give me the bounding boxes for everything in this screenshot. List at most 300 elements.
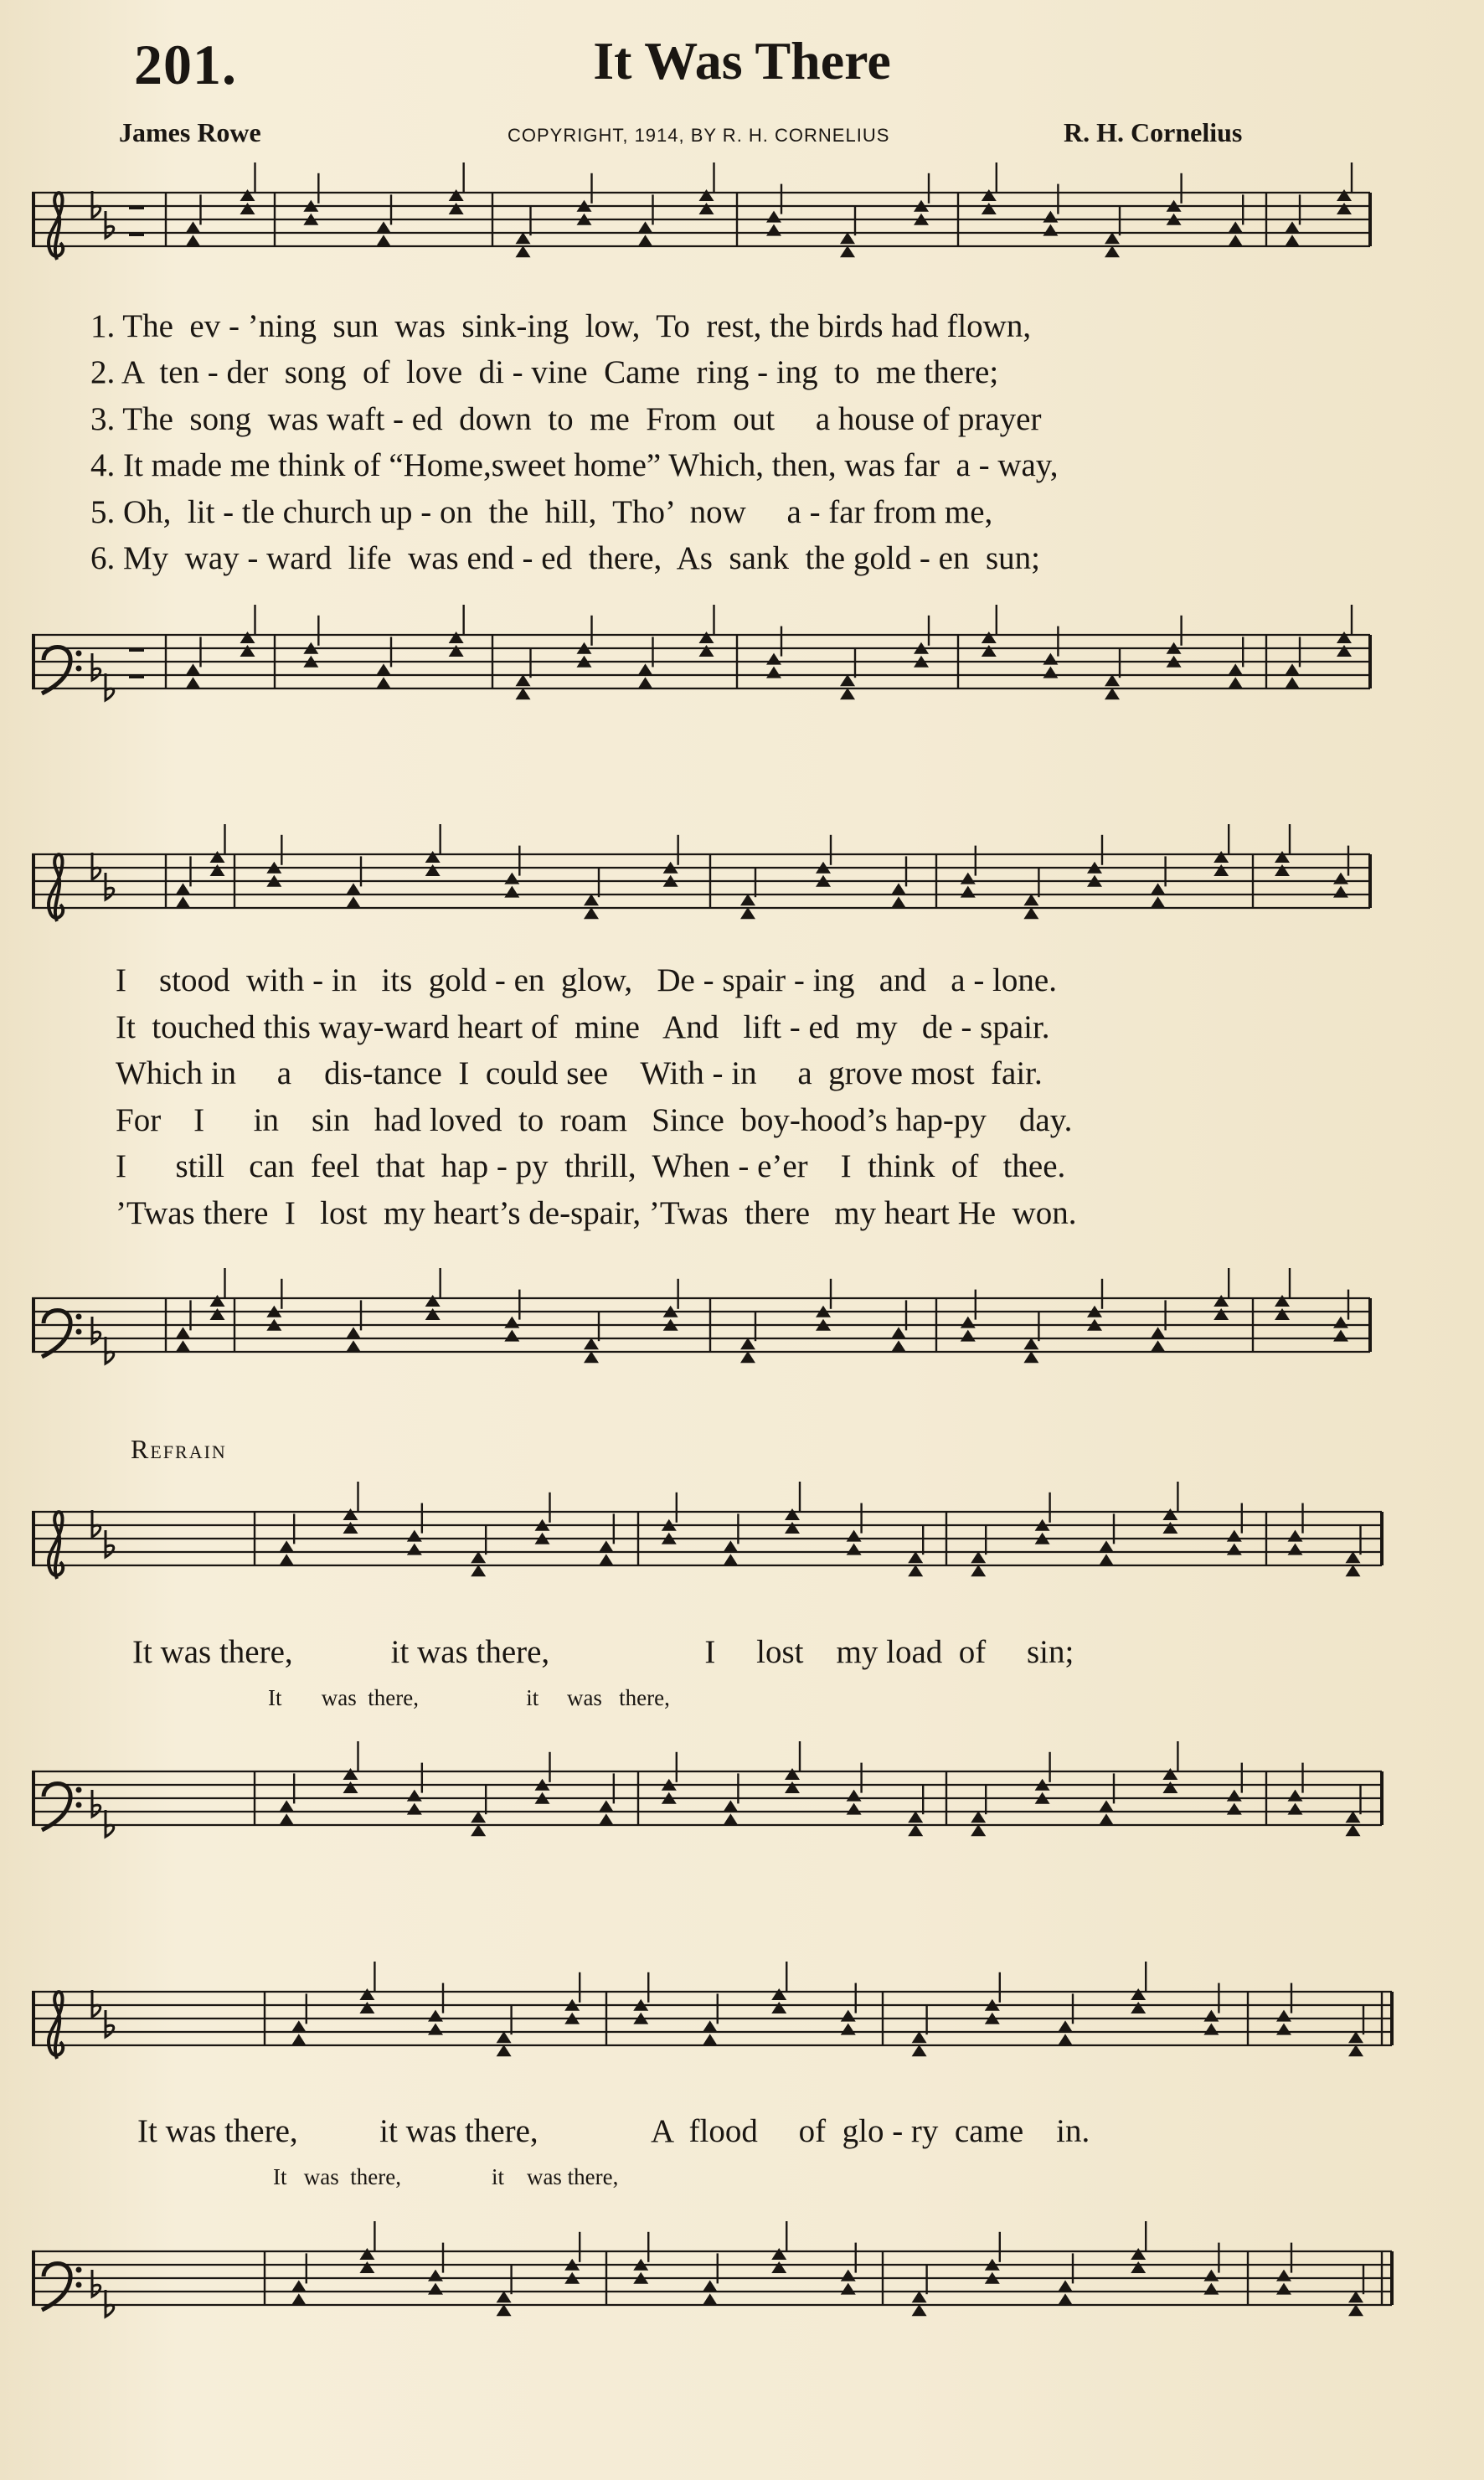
shape-notehead-icon — [1023, 1351, 1038, 1363]
shape-notehead-icon — [1288, 1790, 1303, 1802]
shape-notehead-icon — [497, 2304, 512, 2316]
shape-notehead-icon — [912, 2031, 927, 2043]
shape-notehead-icon — [847, 1803, 862, 1815]
flat-sign-icon — [92, 191, 100, 218]
note — [186, 194, 201, 246]
note — [971, 1784, 986, 1836]
shape-notehead-icon — [516, 245, 531, 257]
shape-notehead-icon — [1275, 864, 1290, 876]
shape-notehead-icon — [841, 2024, 856, 2035]
shape-notehead-icon — [1348, 2304, 1363, 2316]
verses-block — [90, 303, 1363, 581]
shape-notehead-icon — [840, 232, 855, 244]
note — [1105, 205, 1120, 257]
shape-notehead-icon — [471, 1551, 486, 1563]
shape-notehead-icon — [599, 1800, 614, 1812]
note — [564, 2232, 580, 2284]
shape-notehead-icon — [847, 1544, 862, 1555]
note — [376, 194, 391, 246]
shape-notehead-icon — [1276, 2024, 1291, 2035]
shape-notehead-icon — [291, 2020, 307, 2032]
flat-sign-icon — [106, 873, 114, 900]
shape-notehead-icon — [1105, 674, 1120, 686]
shape-notehead-icon — [847, 1790, 862, 1802]
shape-notehead-icon — [1227, 1544, 1242, 1555]
note — [723, 1773, 738, 1825]
shape-notehead-icon — [279, 1813, 294, 1825]
shape-notehead-icon — [599, 1813, 614, 1825]
shape-notehead-icon — [1203, 2283, 1219, 2295]
shape-notehead-icon — [841, 2283, 856, 2295]
shape-notehead-icon — [407, 1530, 422, 1542]
refrain-line-2: It was there, it was there, A flood of glo - ry came in. — [137, 2113, 1090, 2149]
shape-notehead-icon — [1276, 2283, 1291, 2295]
shape-notehead-icon — [1162, 1508, 1177, 1520]
note — [1099, 1773, 1114, 1825]
shape-notehead-icon — [1285, 235, 1300, 246]
shape-notehead-icon — [346, 1340, 361, 1352]
shape-notehead-icon — [279, 1800, 294, 1812]
shape-notehead-icon — [291, 2280, 307, 2292]
note — [346, 856, 361, 908]
shape-notehead-icon — [1227, 1790, 1242, 1802]
shape-notehead-icon — [740, 907, 755, 919]
shape-notehead-icon — [1058, 2034, 1073, 2045]
staff-system2-treble — [32, 821, 1456, 946]
note — [985, 1972, 1000, 2024]
shape-notehead-icon — [1203, 2010, 1219, 2022]
shape-notehead-icon — [1337, 645, 1352, 657]
shape-notehead-icon — [516, 688, 531, 699]
shape-notehead-icon — [407, 1790, 422, 1802]
note — [912, 2004, 927, 2056]
shape-notehead-icon — [343, 1781, 358, 1793]
bass-clef-dot — [76, 1329, 82, 1335]
shape-notehead-icon — [359, 2248, 374, 2260]
shape-notehead-icon — [1288, 1530, 1303, 1542]
shape-notehead-icon — [291, 2293, 307, 2305]
shape-notehead-icon — [343, 1508, 358, 1520]
bass-clef-icon — [42, 1784, 70, 1831]
shape-notehead-icon — [516, 232, 531, 244]
shape-notehead-icon — [766, 211, 781, 223]
treble-clef-icon — [49, 1512, 63, 1579]
shape-notehead-icon — [723, 1554, 738, 1565]
shape-notehead-icon — [346, 1327, 361, 1338]
shape-notehead-icon — [1213, 851, 1229, 863]
note — [176, 856, 191, 908]
shape-notehead-icon — [638, 677, 653, 688]
shape-notehead-icon — [703, 2280, 718, 2292]
bass-clef-dot — [76, 1787, 82, 1793]
refrain-echo-1: It was there, it was there, — [268, 1685, 670, 1710]
note — [303, 616, 318, 668]
verse-1: 1. The ev - ’ning sun was sink-ing low, To rest, the birds had flown, — [90, 308, 1032, 344]
shape-notehead-icon — [449, 632, 464, 643]
shape-notehead-icon — [840, 688, 855, 699]
note — [266, 1279, 281, 1331]
shape-notehead-icon — [1099, 1813, 1114, 1825]
shape-notehead-icon — [1275, 851, 1290, 863]
shape-notehead-icon — [504, 1330, 519, 1342]
flat-sign-icon — [106, 1337, 114, 1364]
note — [840, 647, 855, 699]
shape-notehead-icon — [584, 894, 599, 905]
shape-notehead-icon — [359, 2002, 374, 2013]
shape-notehead-icon — [971, 1551, 986, 1563]
note — [599, 1513, 614, 1565]
shape-notehead-icon — [699, 203, 714, 214]
shape-notehead-icon — [1348, 2044, 1363, 2056]
note — [471, 1524, 486, 1576]
shape-notehead-icon — [912, 2304, 927, 2316]
shape-notehead-icon — [766, 653, 781, 665]
staff-system1-bass — [32, 601, 1456, 727]
note — [1035, 1752, 1050, 1804]
shape-notehead-icon — [584, 1338, 599, 1349]
shape-notehead-icon — [1151, 1340, 1166, 1352]
note — [1333, 846, 1348, 898]
lyric-line: It touched this way-ward heart of mine And lift - ed my de - spair. — [116, 1008, 1050, 1045]
shape-notehead-icon — [1099, 1800, 1114, 1812]
shape-notehead-icon — [1333, 1317, 1348, 1328]
shape-notehead-icon — [740, 1351, 755, 1363]
verse-4: 4. It made me think of “Home,sweet home” Which, then, was far a - way, — [90, 447, 1059, 484]
lyric-line: I stood with - in its gold - en glow, De - spair - ing and a - lone. — [116, 962, 1057, 998]
flat-sign-icon — [92, 1510, 100, 1537]
shape-notehead-icon — [1333, 886, 1348, 898]
shape-notehead-icon — [771, 2261, 786, 2273]
shape-notehead-icon — [982, 645, 997, 657]
shape-notehead-icon — [1151, 883, 1166, 895]
note — [564, 1972, 580, 2024]
note — [914, 616, 929, 668]
flat-sign-icon — [106, 2010, 114, 2037]
shape-notehead-icon — [240, 645, 255, 657]
note — [577, 173, 592, 225]
note — [638, 637, 653, 688]
lyric-line: ’Twas there I lost my heart’s de-spair, ’Twas there my heart He won. — [116, 1194, 1077, 1231]
shape-notehead-icon — [961, 1330, 976, 1342]
note — [703, 1993, 718, 2045]
shape-notehead-icon — [279, 1540, 294, 1552]
shape-notehead-icon — [1276, 2270, 1291, 2281]
shape-notehead-icon — [785, 1522, 800, 1534]
shape-notehead-icon — [176, 896, 191, 908]
shape-notehead-icon — [1099, 1554, 1114, 1565]
shape-notehead-icon — [516, 674, 531, 686]
shape-notehead-icon — [908, 1565, 923, 1576]
shape-notehead-icon — [176, 1327, 191, 1338]
bass-clef-dot — [76, 1314, 82, 1320]
shape-notehead-icon — [1058, 2280, 1073, 2292]
shape-notehead-icon — [471, 1824, 486, 1836]
shape-notehead-icon — [841, 2010, 856, 2022]
note — [497, 2004, 512, 2056]
shape-notehead-icon — [428, 2270, 443, 2281]
flat-sign-icon — [106, 2290, 114, 2317]
staff-refrain1-bass — [32, 1738, 1456, 1864]
shape-notehead-icon — [1337, 632, 1352, 643]
shape-notehead-icon — [840, 674, 855, 686]
shape-notehead-icon — [376, 221, 391, 233]
shape-notehead-icon — [428, 2283, 443, 2295]
note — [971, 1524, 986, 1576]
shape-notehead-icon — [891, 883, 906, 895]
note — [1167, 173, 1182, 225]
shape-notehead-icon — [497, 2031, 512, 2043]
shape-notehead-icon — [1346, 1811, 1361, 1823]
shape-notehead-icon — [766, 667, 781, 678]
shape-notehead-icon — [186, 221, 201, 233]
shape-notehead-icon — [599, 1540, 614, 1552]
shape-notehead-icon — [504, 873, 519, 884]
shape-notehead-icon — [504, 886, 519, 898]
copyright-notice: COPYRIGHT, 1914, BY R. H. CORNELIUS — [508, 125, 890, 146]
refrain-label: Refrain — [131, 1434, 227, 1464]
composer: R. H. Cornelius — [1064, 117, 1243, 147]
shape-notehead-icon — [699, 645, 714, 657]
shape-notehead-icon — [982, 632, 997, 643]
shape-notehead-icon — [359, 1988, 374, 2000]
shape-notehead-icon — [699, 632, 714, 643]
shape-notehead-icon — [908, 1824, 923, 1836]
shape-notehead-icon — [638, 221, 653, 233]
shape-notehead-icon — [912, 2044, 927, 2056]
shape-notehead-icon — [971, 1811, 986, 1823]
shape-notehead-icon — [176, 883, 191, 895]
shape-notehead-icon — [425, 864, 441, 876]
shape-notehead-icon — [1337, 189, 1352, 201]
shape-notehead-icon — [961, 1317, 976, 1328]
shape-notehead-icon — [449, 203, 464, 214]
shape-notehead-icon — [703, 2020, 718, 2032]
note — [1228, 194, 1243, 246]
treble-clef-icon — [49, 1992, 63, 2059]
flat-sign-icon — [92, 853, 100, 879]
shape-notehead-icon — [723, 1813, 738, 1825]
shape-notehead-icon — [428, 2010, 443, 2022]
shape-notehead-icon — [785, 1781, 800, 1793]
shape-notehead-icon — [840, 245, 855, 257]
note — [584, 1311, 599, 1363]
note — [891, 856, 906, 908]
note — [985, 2232, 1000, 2284]
shape-notehead-icon — [908, 1551, 923, 1563]
staff-system2-bass — [32, 1265, 1456, 1390]
note — [1023, 867, 1038, 919]
flat-sign-icon — [92, 1790, 100, 1817]
shape-notehead-icon — [771, 2248, 786, 2260]
note — [1087, 835, 1102, 887]
shape-notehead-icon — [1203, 2270, 1219, 2281]
shape-notehead-icon — [961, 886, 976, 898]
flat-sign-icon — [92, 1317, 100, 1343]
shape-notehead-icon — [1151, 896, 1166, 908]
note — [908, 1524, 923, 1576]
shape-notehead-icon — [584, 1351, 599, 1363]
note — [504, 846, 519, 898]
note — [723, 1513, 738, 1565]
shape-notehead-icon — [1131, 2261, 1146, 2273]
bass-clef-dot — [76, 2267, 82, 2273]
note — [663, 835, 678, 887]
shape-notehead-icon — [1043, 224, 1058, 236]
shape-notehead-icon — [1285, 663, 1300, 675]
note — [912, 2264, 927, 2316]
shape-notehead-icon — [1337, 203, 1352, 214]
flat-sign-icon — [92, 1990, 100, 2017]
bass-clef-dot — [76, 666, 82, 672]
shape-notehead-icon — [176, 1340, 191, 1352]
note — [535, 1493, 550, 1544]
note — [1058, 1993, 1073, 2045]
shape-notehead-icon — [210, 1295, 225, 1307]
shape-notehead-icon — [723, 1540, 738, 1552]
shape-notehead-icon — [891, 896, 906, 908]
shape-notehead-icon — [1058, 2293, 1073, 2305]
note — [1167, 616, 1182, 668]
note — [346, 1300, 361, 1352]
shape-notehead-icon — [376, 235, 391, 246]
shape-notehead-icon — [343, 1522, 358, 1534]
note — [633, 1972, 648, 2024]
shape-notehead-icon — [703, 2034, 718, 2045]
shape-notehead-icon — [1288, 1544, 1303, 1555]
note — [291, 1993, 307, 2045]
note — [1348, 2004, 1363, 2056]
note — [279, 1513, 294, 1565]
shape-notehead-icon — [912, 2291, 927, 2302]
shape-notehead-icon — [1228, 677, 1243, 688]
shape-notehead-icon — [471, 1565, 486, 1576]
note — [516, 205, 531, 257]
bass-clef-dot — [76, 1802, 82, 1808]
flat-sign-icon — [92, 653, 100, 680]
note — [908, 1784, 923, 1836]
note — [176, 1300, 191, 1352]
note — [1346, 1524, 1361, 1576]
shape-notehead-icon — [1346, 1824, 1361, 1836]
note — [266, 835, 281, 887]
note — [914, 173, 929, 225]
shape-notehead-icon — [771, 1988, 786, 2000]
note — [376, 637, 391, 688]
shape-notehead-icon — [1151, 1327, 1166, 1338]
lyric-line: For I in sin had loved to roam Since boy-hood’s hap-py day. — [116, 1101, 1073, 1138]
shape-notehead-icon — [407, 1803, 422, 1815]
refrain-echo-2: It was there, it was there, — [273, 2164, 619, 2189]
note — [703, 2253, 718, 2305]
shape-notehead-icon — [240, 632, 255, 643]
note — [1348, 2264, 1363, 2316]
verse-6: 6. My way - ward life was end - ed there, As sank the gold - en sun; — [90, 539, 1040, 576]
shape-notehead-icon — [449, 645, 464, 657]
note — [1058, 2253, 1073, 2305]
shape-notehead-icon — [1162, 1768, 1177, 1780]
lyric-line: Which in a dis-tance I could see With - in a grove most fair. — [116, 1055, 1043, 1092]
note — [816, 835, 831, 887]
shape-notehead-icon — [740, 894, 755, 905]
note — [840, 205, 855, 257]
shape-notehead-icon — [584, 907, 599, 919]
note — [599, 1773, 614, 1825]
shape-notehead-icon — [449, 189, 464, 201]
shape-notehead-icon — [971, 1565, 986, 1576]
note — [1151, 1300, 1166, 1352]
shape-notehead-icon — [346, 896, 361, 908]
shape-notehead-icon — [638, 663, 653, 675]
shape-notehead-icon — [740, 1338, 755, 1349]
staff-system1-treble — [32, 159, 1456, 285]
shape-notehead-icon — [425, 851, 441, 863]
treble-clef-icon — [49, 854, 63, 921]
note — [303, 173, 318, 225]
shape-notehead-icon — [1023, 907, 1038, 919]
note — [186, 637, 201, 688]
shape-notehead-icon — [186, 663, 201, 675]
shape-notehead-icon — [1131, 1988, 1146, 2000]
lyric-line: I still can feel that hap - py thrill, When - e’er I think of thee. — [116, 1148, 1066, 1185]
shape-notehead-icon — [186, 235, 201, 246]
shape-notehead-icon — [343, 1768, 358, 1780]
verse-2: 2. A ten - der song of love di - vine Came ring - ing to me there; — [90, 354, 999, 391]
bass-clef-icon — [42, 2264, 70, 2311]
shape-notehead-icon — [346, 883, 361, 895]
note — [1151, 856, 1166, 908]
note — [961, 846, 976, 898]
shape-notehead-icon — [1099, 1540, 1114, 1552]
shape-notehead-icon — [471, 1811, 486, 1823]
shape-notehead-icon — [1213, 1295, 1229, 1307]
shape-notehead-icon — [1275, 1295, 1290, 1307]
shape-notehead-icon — [1346, 1565, 1361, 1576]
shape-notehead-icon — [1131, 2002, 1146, 2013]
note — [535, 1752, 550, 1804]
shape-notehead-icon — [703, 2293, 718, 2305]
shape-notehead-icon — [1228, 663, 1243, 675]
shape-notehead-icon — [1285, 677, 1300, 688]
staff-refrain2-treble — [32, 1958, 1456, 2084]
shape-notehead-icon — [1348, 2031, 1363, 2043]
treble-clef-icon — [49, 193, 63, 260]
shape-notehead-icon — [1043, 653, 1058, 665]
shape-notehead-icon — [1285, 221, 1300, 233]
shape-notehead-icon — [240, 203, 255, 214]
shape-notehead-icon — [425, 1295, 441, 1307]
shape-notehead-icon — [891, 1340, 906, 1352]
shape-notehead-icon — [638, 235, 653, 246]
note — [740, 867, 755, 919]
shape-notehead-icon — [1105, 232, 1120, 244]
shape-notehead-icon — [428, 2024, 443, 2035]
shape-notehead-icon — [407, 1544, 422, 1555]
bass-clef-dot — [76, 2282, 82, 2288]
shape-notehead-icon — [1227, 1803, 1242, 1815]
note — [891, 1300, 906, 1352]
shape-notehead-icon — [1275, 1308, 1290, 1320]
note — [663, 1279, 678, 1331]
shape-notehead-icon — [1227, 1530, 1242, 1542]
staff-refrain2-bass — [32, 2218, 1456, 2343]
flat-sign-icon — [92, 2270, 100, 2297]
shape-notehead-icon — [1228, 235, 1243, 246]
bass-clef-dot — [76, 651, 82, 657]
shape-notehead-icon — [847, 1530, 862, 1542]
shape-notehead-icon — [497, 2044, 512, 2056]
shape-notehead-icon — [961, 873, 976, 884]
shape-notehead-icon — [504, 1317, 519, 1328]
